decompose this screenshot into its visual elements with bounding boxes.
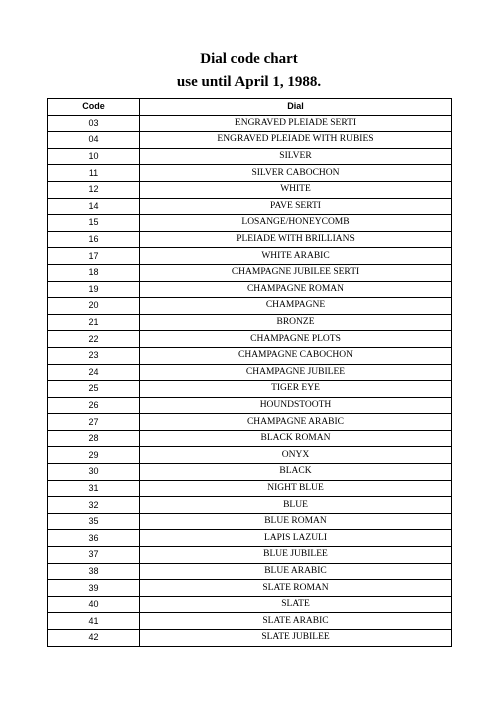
code-cell: 19 <box>48 281 140 298</box>
dial-cell: WHITE <box>140 181 452 198</box>
code-cell: 16 <box>48 231 140 248</box>
table-row <box>48 248 452 265</box>
dial-cell: ONYX <box>140 447 452 464</box>
dial-cell: SLATE <box>140 596 452 613</box>
table-row <box>48 547 452 564</box>
table-row <box>48 447 452 464</box>
dial-cell: SILVER <box>140 148 452 165</box>
table-row <box>48 165 452 182</box>
dial-cell: BRONZE <box>140 314 452 331</box>
code-cell: 40 <box>48 596 140 613</box>
dial-cell: BLACK <box>140 464 452 481</box>
table-row <box>48 596 452 613</box>
table-row <box>48 148 452 165</box>
dial-cell: HOUNDSTOOTH <box>140 397 452 414</box>
code-cell: 28 <box>48 430 140 447</box>
dial-cell: NIGHT BLUE <box>140 480 452 497</box>
code-cell: 29 <box>48 447 140 464</box>
table-row <box>48 530 452 547</box>
dial-cell: CHAMPAGNE PLOTS <box>140 331 452 348</box>
table-row <box>48 613 452 630</box>
dial-cell: SLATE JUBILEE <box>140 630 452 647</box>
dial-code-table <box>47 98 452 647</box>
dial-cell: BLUE <box>140 497 452 514</box>
code-cell: 18 <box>48 264 140 281</box>
table-row <box>48 231 452 248</box>
dial-cell: CHAMPAGNE CABOCHON <box>140 347 452 364</box>
page-subtitle: use until April 1, 1988. <box>176 74 322 90</box>
code-cell: 12 <box>48 181 140 198</box>
table-row <box>48 132 452 149</box>
code-cell: 24 <box>48 364 140 381</box>
dial-cell: PLEIADE WITH BRILLIANS <box>140 231 452 248</box>
column-header-dial: Dial <box>140 99 452 116</box>
code-cell: 22 <box>48 331 140 348</box>
code-cell: 35 <box>48 513 140 530</box>
code-cell: 30 <box>48 464 140 481</box>
table-row <box>48 497 452 514</box>
dial-cell: ENGRAVED PLEIADE SERTI <box>140 115 452 132</box>
table-row <box>48 464 452 481</box>
dial-cell: SILVER CABOCHON <box>140 165 452 182</box>
table-row <box>48 331 452 348</box>
dial-cell: CHAMPAGNE JUBILEE SERTI <box>140 264 452 281</box>
code-cell: 03 <box>48 115 140 132</box>
table-row <box>48 580 452 597</box>
code-cell: 32 <box>48 497 140 514</box>
code-cell: 04 <box>48 132 140 149</box>
code-cell: 17 <box>48 248 140 265</box>
table-row <box>48 215 452 232</box>
dial-cell: CHAMPAGNE <box>140 298 452 315</box>
code-cell: 38 <box>48 563 140 580</box>
code-cell: 26 <box>48 397 140 414</box>
code-cell: 42 <box>48 630 140 647</box>
table-row <box>48 563 452 580</box>
table-row <box>48 181 452 198</box>
table-row <box>48 414 452 431</box>
code-cell: 23 <box>48 347 140 364</box>
table-row <box>48 381 452 398</box>
code-cell: 11 <box>48 165 140 182</box>
code-cell: 31 <box>48 480 140 497</box>
page-title: Dial code chart <box>200 51 298 67</box>
dial-cell: BLUE ARABIC <box>140 563 452 580</box>
code-cell: 36 <box>48 530 140 547</box>
dial-cell: BLUE JUBILEE <box>140 547 452 564</box>
table-row <box>48 115 452 132</box>
dial-cell: SLATE ROMAN <box>140 580 452 597</box>
dial-cell: WHITE ARABIC <box>140 248 452 265</box>
dial-cell: BLACK ROMAN <box>140 430 452 447</box>
column-header-code: Code <box>48 99 140 116</box>
table-row <box>48 430 452 447</box>
code-cell: 25 <box>48 381 140 398</box>
dial-cell: CHAMPAGNE ROMAN <box>140 281 452 298</box>
code-cell: 14 <box>48 198 140 215</box>
table-row <box>48 281 452 298</box>
table-row <box>48 480 452 497</box>
dial-cell: SLATE ARABIC <box>140 613 452 630</box>
code-cell: 41 <box>48 613 140 630</box>
table-row <box>48 314 452 331</box>
table-row <box>48 347 452 364</box>
dial-cell: PAVE SERTI <box>140 198 452 215</box>
code-cell: 27 <box>48 414 140 431</box>
table-row <box>48 513 452 530</box>
table-row <box>48 198 452 215</box>
dial-cell: ENGRAVED PLEIADE WITH RUBIES <box>140 132 452 149</box>
table-body <box>48 115 452 646</box>
dial-cell: BLUE ROMAN <box>140 513 452 530</box>
code-cell: 15 <box>48 215 140 232</box>
table-row <box>48 364 452 381</box>
dial-cell: LOSANGE/HONEYCOMB <box>140 215 452 232</box>
dial-cell: TIGER EYE <box>140 381 452 398</box>
code-cell: 10 <box>48 148 140 165</box>
dial-cell: LAPIS LAZULI <box>140 530 452 547</box>
dial-cell: CHAMPAGNE ARABIC <box>140 414 452 431</box>
table-row <box>48 298 452 315</box>
code-cell: 21 <box>48 314 140 331</box>
table-row <box>48 630 452 647</box>
code-cell: 39 <box>48 580 140 597</box>
code-cell: 20 <box>48 298 140 315</box>
table-header-row <box>48 99 452 116</box>
code-cell: 37 <box>48 547 140 564</box>
table-row <box>48 264 452 281</box>
table-row <box>48 397 452 414</box>
dial-cell: CHAMPAGNE JUBILEE <box>140 364 452 381</box>
